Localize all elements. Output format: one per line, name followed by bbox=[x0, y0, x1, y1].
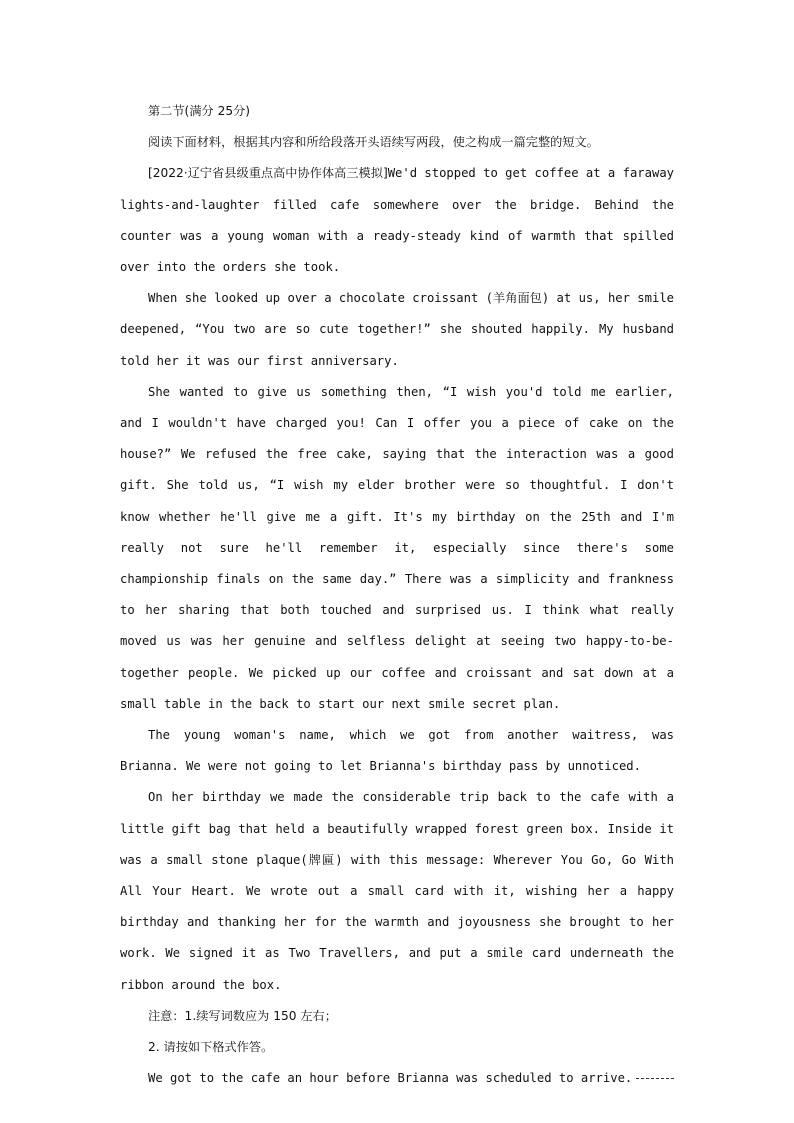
passage-paragraph-3: She wanted to give us something then, “I wish you'd told me earlier, and I wouldn't have charged you! Can I offer you a piece of cake on the house?” We refused the free cake, saying that the interaction was a good gift. She told us, “I wish my elder brother were so thoughtful. I don't know whether he'll give me a gift. It's my birthday on the 25th and I'm really not sure he'll remember it, especially since there's some championship finals on the same day.” There was a simplicity and frankness to her sharing that both touched and surprised us. I think what really moved us was her genuine and selfless delight at seeing two happy-to-be-together people. We picked up our coffee and croissant and sat down at a small table in the back to start our next smile secret plan. bbox=[120, 384, 674, 711]
section-title: 第二节(满分 25分) bbox=[148, 104, 251, 118]
note-format: 2. 请按如下格式作答。 bbox=[148, 1040, 274, 1055]
instruction-text: 阅读下面材料，根据其内容和所给段落开头语续写两段，使之构成一篇完整的短文。 bbox=[148, 135, 599, 150]
answer-start-text: We got to the cafe an hour before Brianna was scheduled to arrive. bbox=[148, 1071, 633, 1086]
source-label: [2022·辽宁省县级重点高中协作体高三模拟] bbox=[148, 166, 388, 181]
paragraph-text: We'd stopped to get coffee at a faraway lights-and-laughter filled cafe somewhere over the bridge. Behind the counter was a young woman with a ready-steady kind of warmth that spilled over into the orders she took. bbox=[120, 166, 674, 275]
note-word-count: 注意：1.续写词数应为 150 左右； bbox=[148, 1008, 337, 1023]
passage-paragraph-5: On her birthday we made the considerable trip back to the cafe with a little gift bag that held a beautifully wrapped forest green box. Inside it was a small stone plaque(牌匾) with this message: Wherever You Go, Go With All Your Heart. We wrote out a small card with it, wishing her a happy birthday and thanking her for the warmth and joyousness she brought to her work. We signed it as Two Travellers, and put a smile card underneath the ribbon around the box. bbox=[120, 790, 674, 992]
answer-start-line bbox=[120, 1063, 674, 1094]
answer-blank-line[interactable] bbox=[636, 1078, 674, 1079]
passage-paragraph-2: When she looked up over a chocolate croissant (羊角面包) at us, her smile deepened, “You two are so cute together!” she shouted happily. My husband told her it was our first anniversary. bbox=[120, 291, 674, 368]
passage-paragraph-1 bbox=[120, 158, 674, 283]
passage-paragraph-4: The young woman's name, which we got from another waitress, was Brianna. We were not going to let Brianna's birthday pass by unnoticed. bbox=[120, 728, 674, 774]
document-page bbox=[120, 96, 674, 1095]
